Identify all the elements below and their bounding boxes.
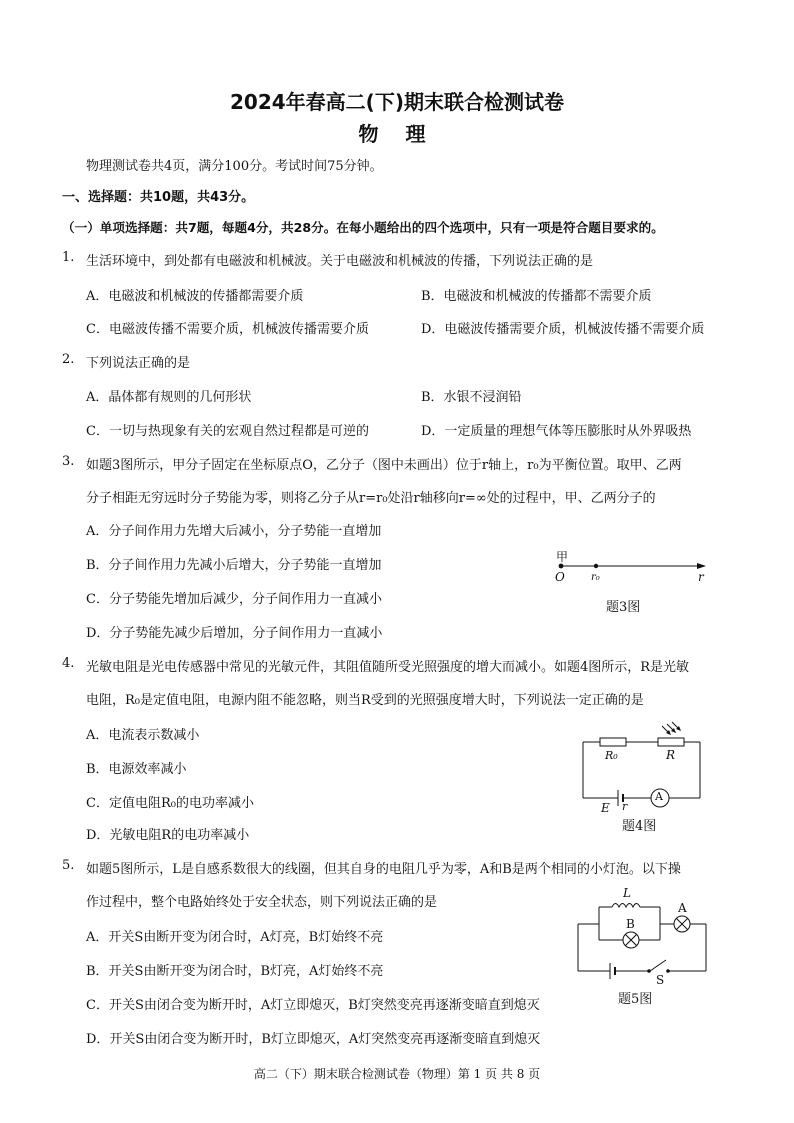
figure-caption: 题4图 bbox=[622, 819, 657, 834]
option-a: A．晶体都有规则的几何形状 bbox=[86, 390, 252, 405]
inductor-coil-icon bbox=[612, 904, 640, 908]
question-number: 2. bbox=[62, 352, 75, 367]
option-b: B．水银不浸润铅 bbox=[421, 390, 522, 405]
option-d: D．一定质量的理想气体等压膨胀时从外界吸热 bbox=[421, 424, 692, 439]
option-a: A．电流表示数减小 bbox=[86, 728, 200, 743]
figure-caption: 题3图 bbox=[606, 600, 641, 615]
label-r0: r₀ bbox=[591, 572, 600, 583]
question-number: 4. bbox=[62, 656, 75, 671]
label-b: B bbox=[626, 917, 635, 931]
section-heading: 一、选择题：共10题，共43分。 bbox=[62, 190, 255, 205]
option-c: C．电磁波传播不需要介质，机械波传播需要介质 bbox=[86, 322, 369, 337]
switch-s-icon bbox=[650, 960, 666, 971]
question-stem-line-2: 作过程中，整个电路始终处于安全状态，则下列说法正确的是 bbox=[86, 895, 438, 910]
option-d: D．光敏电阻R的电功率减小 bbox=[86, 828, 250, 843]
option-d: D．分子势能先减少后增加，分子间作用力一直减小 bbox=[86, 626, 383, 641]
option-b: B．电磁波和机械波的传播都不需要介质 bbox=[421, 289, 652, 304]
option-d: D．电磁波传播需要介质，机械波传播不需要介质 bbox=[421, 322, 705, 337]
label-jia: 甲 bbox=[556, 550, 569, 564]
label-r: r bbox=[698, 570, 704, 584]
label-internal-r: r bbox=[622, 800, 628, 813]
question-stem: 生活环境中，到处都有电磁波和机械波。关于电磁波和机械波的传播，下列说法正确的是 bbox=[86, 254, 594, 269]
exam-title: 2024年春高二(下)期末联合检测试卷 bbox=[230, 90, 564, 114]
page-footer: 高二（下）期末联合检测试卷（物理）第 1 页 共 8 页 bbox=[253, 1067, 541, 1081]
option-c: C．一切与热现象有关的宏观自然过程都是可逆的 bbox=[86, 424, 369, 439]
option-a: A．分子间作用力先增大后减小，分子势能一直增加 bbox=[86, 524, 382, 539]
question-stem-line-1: 如题3图所示，甲分子固定在坐标原点O，乙分子（图中未画出）位于r轴上，r₀为平衡位置。取甲、乙两 bbox=[86, 458, 682, 473]
option-b: B．分子间作用力先减小后增大，分子势能一直增加 bbox=[86, 558, 382, 573]
option-c: C．定值电阻R₀的电功率减小 bbox=[86, 796, 254, 811]
question-stem-line-2: 分子相距无穷远时分子势能为零，则将乙分子从r=r₀处沿r轴移向r=∞处的过程中，甲、乙两分子的 bbox=[86, 491, 656, 506]
option-a: A．开关S由断开变为闭合时，A灯亮，B灯始终不亮 bbox=[86, 930, 384, 945]
option-c: C．开关S由闭合变为断开时，A灯立即熄灭，B灯突然变亮再逐渐变暗直到熄灭 bbox=[86, 998, 540, 1013]
label-a: A bbox=[678, 901, 687, 915]
option-a: A．电磁波和机械波的传播都需要介质 bbox=[86, 289, 304, 304]
option-b: B．开关S由断开变为闭合时，B灯亮，A灯始终不亮 bbox=[86, 964, 384, 979]
option-b: B．电源效率减小 bbox=[86, 762, 187, 777]
label-s: S bbox=[656, 973, 665, 987]
question-stem-line-2: 电阻，R₀是定值电阻，电源内阻不能忽略，则当R受到的光照强度增大时，下列说法一定正确的是 bbox=[86, 693, 644, 708]
subject-title: 物 理 bbox=[358, 122, 436, 146]
figure-caption: 题5图 bbox=[618, 992, 653, 1007]
label-l: L bbox=[623, 886, 631, 900]
label-r: R bbox=[666, 748, 676, 762]
option-d: D．开关S由闭合变为断开时，B灯立即熄灭，A灯突然变亮再逐渐变暗直到熄灭 bbox=[86, 1032, 541, 1047]
question-number: 1. bbox=[62, 250, 75, 265]
subsection-heading: （一）单项选择题：共7题，每题4分，共28分。在每小题给出的四个选项中，只有一项是符合题目要求的。 bbox=[62, 220, 664, 235]
question-number: 5. bbox=[62, 858, 75, 873]
question-stem: 下列说法正确的是 bbox=[86, 356, 191, 371]
question-number: 3. bbox=[62, 454, 75, 469]
label-ammeter: A bbox=[655, 790, 663, 803]
exam-intro: 物理测试卷共4页，满分100分。考试时间75分钟。 bbox=[86, 159, 383, 174]
option-c: C．分子势能先增加后减少，分子间作用力一直减小 bbox=[86, 592, 382, 607]
question-stem-line-1: 光敏电阻是光电传感器中常见的光敏元件，其阻值随所受光照强度的增大而减小。如题4图所示，R是光敏 bbox=[86, 660, 690, 675]
question-stem-line-1: 如题5图所示，L是自感系数很大的线圈，但其自身的电阻几乎为零，A和B是两个相同的小灯泡。以下操 bbox=[86, 862, 681, 877]
label-o: O bbox=[555, 570, 565, 584]
label-r0: R₀ bbox=[605, 749, 618, 762]
label-e: E bbox=[601, 801, 610, 815]
